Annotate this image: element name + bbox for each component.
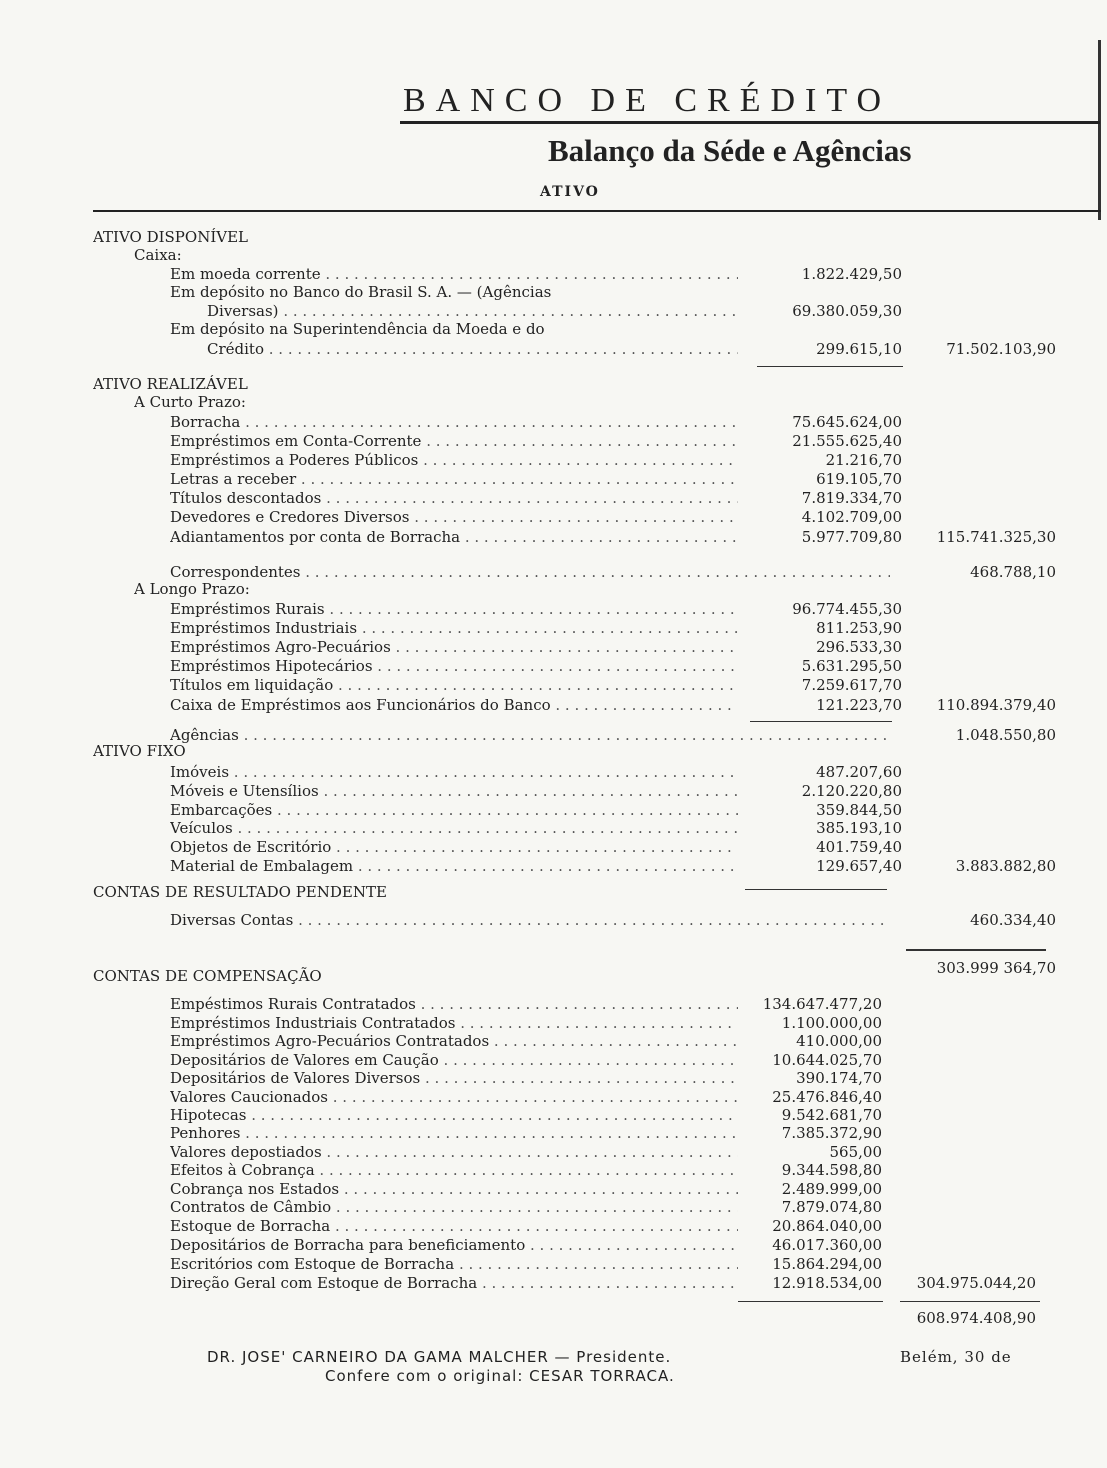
row-label: Títulos em liquidação . . . [170, 676, 738, 694]
row-total: 468.788,10 [970, 563, 1056, 581]
ledger-row [0, 1236, 1107, 1254]
row-value: 410.000,00 [796, 1032, 882, 1050]
row-label: Contratos de Câmbio . . . [170, 1198, 738, 1216]
row-label: ATIVO DISPONÍVEL [93, 228, 248, 246]
row-value: 134.647.477,20 [762, 995, 882, 1013]
row-value: 7.259.617,70 [801, 676, 902, 694]
ledger-row [0, 246, 1107, 264]
ledger-row [0, 1051, 1107, 1069]
row-value: 401.759,40 [816, 838, 902, 856]
row-label: Em moeda corrente . . . [170, 265, 738, 283]
ledger-row [0, 528, 1107, 546]
row-value: 7.879.074,80 [781, 1198, 882, 1216]
row-label: Cobrança nos Estados . . . [170, 1180, 738, 1198]
row-value: 12.918.534,00 [772, 1274, 882, 1292]
ledger-row [0, 563, 1107, 581]
row-label: Objetos de Escritório . . . [170, 838, 738, 856]
row-value: 565,00 [829, 1143, 882, 1161]
row-value: 9.542.681,70 [781, 1106, 882, 1124]
row-label: Valores depostiados . . . [170, 1143, 738, 1161]
ledger-row [0, 302, 1107, 320]
row-label: Empréstimos Agro-Pecuários . . . [170, 638, 738, 656]
ledger-row [0, 1217, 1107, 1235]
row-total: 303.999 364,70 [936, 959, 1056, 977]
row-label: Diversas Contas . . . [170, 911, 890, 929]
ledger-row [0, 1198, 1107, 1216]
ledger-row [0, 801, 1107, 819]
total-rule [906, 949, 1046, 951]
row-value: 619.105,70 [816, 470, 902, 488]
ledger-row [0, 838, 1107, 856]
row-value: 21.216,70 [825, 451, 902, 469]
ledger-row [0, 696, 1107, 714]
ledger-row [0, 857, 1107, 875]
ledger-row [0, 676, 1107, 694]
subtotal-rule [738, 1301, 883, 1302]
ledger-row [0, 1143, 1107, 1161]
row-value: 296.533,30 [816, 638, 902, 656]
row-label: CONTAS DE COMPENSAÇÃO [93, 967, 322, 985]
place-date: Belém, 30 de [900, 1348, 1012, 1366]
row-label: Depositários de Valores em Caução . . . [170, 1051, 738, 1069]
ledger-row [0, 375, 1107, 393]
row-label: Empréstimos em Conta-Corrente . . . [170, 432, 738, 450]
row-label: A Longo Prazo: [134, 580, 250, 598]
total-rule [900, 1301, 1040, 1302]
ledger-row [0, 1032, 1107, 1050]
row-label: A Curto Prazo: [134, 393, 246, 411]
ledger-row [0, 600, 1107, 618]
row-label: Letras a receber . . . [170, 470, 738, 488]
row-label: Em depósito na Superintendência da Moeda e do [170, 320, 545, 338]
row-value: 21.555.625,40 [792, 432, 902, 450]
row-label: Crédito . . . [207, 340, 738, 358]
row-label: Empréstimos Industriais Contratados . . . [170, 1014, 738, 1032]
row-value: 811.253,90 [816, 619, 902, 637]
ledger-row [0, 320, 1107, 338]
row-label: Borracha . . . [170, 413, 738, 431]
row-value: 4.102.709,00 [801, 508, 902, 526]
row-label: Caixa: [134, 246, 182, 264]
ledger-row [0, 1309, 1107, 1327]
row-value: 69.380.059,30 [792, 302, 902, 320]
ledger-row [0, 1124, 1107, 1142]
row-total: 608.974.408,90 [916, 1309, 1036, 1327]
row-value: 1.822.429,50 [801, 265, 902, 283]
row-value: 7.819.334,70 [801, 489, 902, 507]
row-total: 71.502.103,90 [946, 340, 1056, 358]
row-value: 75.645.624,00 [792, 413, 902, 431]
row-label: Hipotecas . . . [170, 1106, 738, 1124]
row-label: Em depósito no Banco do Brasil S. A. — (Agências [170, 283, 552, 301]
subtotal-rule [745, 889, 887, 890]
row-label: Depositários de Borracha para beneficiamento . . . [170, 1236, 738, 1254]
row-value: 5.977.709,80 [801, 528, 902, 546]
ledger-row [0, 432, 1107, 450]
ledger-row [0, 470, 1107, 488]
ledger-row [0, 283, 1107, 301]
ledger-row [0, 340, 1107, 358]
row-label: Devedores e Credores Diversos . . . [170, 508, 738, 526]
row-label: Empréstimos Industriais . . . [170, 619, 738, 637]
ledger-row [0, 911, 1107, 929]
ledger-row [0, 967, 1107, 985]
row-total: 3.883.882,80 [955, 857, 1056, 875]
row-value: 299.615,10 [816, 340, 902, 358]
row-label: ATIVO FIXO [93, 742, 186, 760]
ledger-row [0, 1180, 1107, 1198]
row-total: 110.894.379,40 [936, 696, 1056, 714]
row-label: Efeitos à Cobrança . . . [170, 1161, 738, 1179]
row-label: Empréstimos Rurais . . . [170, 600, 738, 618]
ledger-row [0, 1088, 1107, 1106]
row-label: Diversas) . . . [207, 302, 738, 320]
row-value: 1.100.000,00 [781, 1014, 882, 1032]
ledger-row [0, 657, 1107, 675]
ledger-row [0, 995, 1107, 1013]
ledger-row [0, 228, 1107, 246]
row-value: 10.644.025,70 [772, 1051, 882, 1069]
section-heading: ATIVO [540, 184, 600, 200]
row-total: 1.048.550,80 [955, 726, 1056, 744]
balance-subtitle: Balanço da Séde e Agências [548, 133, 912, 168]
ledger-row [0, 451, 1107, 469]
row-label: Escritórios com Estoque de Borracha . . . [170, 1255, 738, 1273]
row-label: Agências . . . [170, 726, 890, 744]
ledger-row [0, 489, 1107, 507]
header-rule [93, 210, 1101, 212]
row-label: Depositários de Valores Diversos . . . [170, 1069, 738, 1087]
ledger-row [0, 819, 1107, 837]
row-label: Caixa de Empréstimos aos Funcionários do Banco . . . [170, 696, 738, 714]
row-value: 46.017.360,00 [772, 1236, 882, 1254]
ledger-row [0, 742, 1107, 760]
row-value: 15.864.294,00 [772, 1255, 882, 1273]
ledger-row [0, 883, 1107, 901]
row-total: 460.334,40 [970, 911, 1056, 929]
row-value: 487.207,60 [816, 763, 902, 781]
row-label: Empéstimos Rurais Contratados . . . [170, 995, 738, 1013]
ledger-row [0, 782, 1107, 800]
ledger-row [0, 763, 1107, 781]
ledger-row [0, 619, 1107, 637]
row-label: Penhores . . . [170, 1124, 738, 1142]
row-label: Direção Geral com Estoque de Borracha . . . [170, 1274, 738, 1292]
row-value: 359.844,50 [816, 801, 902, 819]
ledger-row [0, 508, 1107, 526]
ledger-row [0, 1161, 1107, 1179]
row-label: Imóveis . . . [170, 763, 738, 781]
row-label: Empréstimos a Poderes Públicos . . . [170, 451, 738, 469]
page-edge [1098, 40, 1101, 220]
row-value: 129.657,40 [816, 857, 902, 875]
row-label: Veículos . . . [170, 819, 738, 837]
ledger-row [0, 413, 1107, 431]
row-total: 115.741.325,30 [936, 528, 1056, 546]
title-rule [400, 121, 1100, 124]
row-value: 385.193,10 [816, 819, 902, 837]
row-value: 7.385.372,90 [781, 1124, 882, 1142]
ledger-row [0, 1014, 1107, 1032]
confere-line: Confere com o original: CESAR TORRACA. [325, 1367, 675, 1385]
row-label: Móveis e Utensílios . . . [170, 782, 738, 800]
ledger-row [0, 638, 1107, 656]
president-signature: DR. JOSE' CARNEIRO DA GAMA MALCHER — Presidente. [207, 1348, 672, 1366]
row-label: Embarcações . . . [170, 801, 738, 819]
ledger-row [0, 1274, 1107, 1292]
row-value: 2.120.220,80 [801, 782, 902, 800]
row-label: Adiantamentos por conta de Borracha . . . [170, 528, 738, 546]
row-label: Estoque de Borracha . . . [170, 1217, 738, 1235]
row-value: 390.174,70 [796, 1069, 882, 1087]
ledger-row [0, 1106, 1107, 1124]
bank-title: BANCO DE CRÉDITO [403, 82, 892, 119]
subtotal-rule [757, 366, 903, 367]
row-label: Material de Embalagem . . . [170, 857, 738, 875]
ledger-row [0, 580, 1107, 598]
ledger-row [0, 1069, 1107, 1087]
row-value: 20.864.040,00 [772, 1217, 882, 1235]
row-value: 2.489.999,00 [781, 1180, 882, 1198]
row-value: 96.774.455,30 [792, 600, 902, 618]
row-label: Empréstimos Hipotecários . . . [170, 657, 738, 675]
ledger-row [0, 393, 1107, 411]
ledger-row [0, 1255, 1107, 1273]
row-value: 9.344.598,80 [781, 1161, 882, 1179]
row-label: Títulos descontados . . . [170, 489, 738, 507]
row-value: 25.476.846,40 [772, 1088, 882, 1106]
row-total: 304.975.044,20 [916, 1274, 1036, 1292]
subtotal-rule [750, 721, 892, 722]
row-label: ATIVO REALIZÁVEL [93, 375, 248, 393]
row-label: Valores Caucionados . . . [170, 1088, 738, 1106]
row-value: 5.631.295,50 [801, 657, 902, 675]
row-label: CONTAS DE RESULTADO PENDENTE [93, 883, 387, 901]
row-label: Empréstimos Agro-Pecuários Contratados . . . [170, 1032, 738, 1050]
row-label: Correspondentes . . . [170, 563, 890, 581]
row-value: 121.223,70 [816, 696, 902, 714]
ledger-row [0, 265, 1107, 283]
